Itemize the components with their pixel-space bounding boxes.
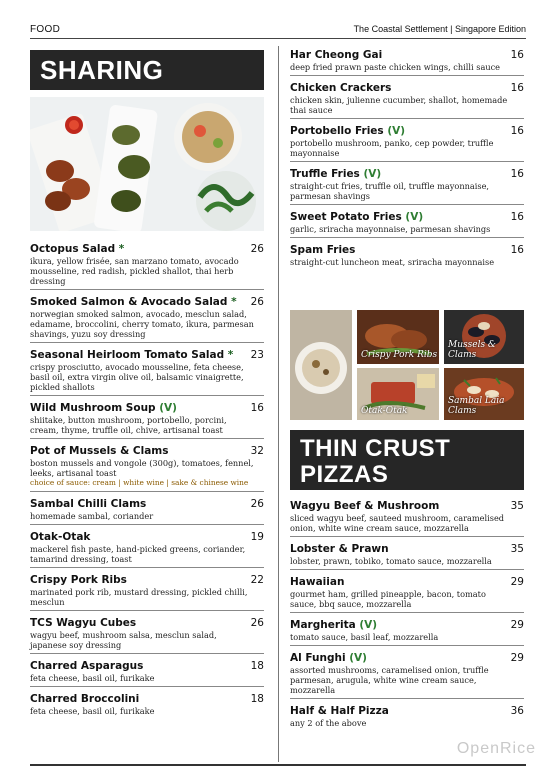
item-price: 18	[250, 660, 264, 672]
list-item	[30, 401, 264, 439]
item-description: any 2 of the above	[290, 718, 367, 728]
photo-caption: Mussels & Clams	[448, 340, 496, 360]
photo-caption: Crispy Pork Ribs	[361, 350, 438, 360]
item-description: norwegian smoked salmon, avocado, mesclun salad, edamame, broccolini, cherry tomato, ikura, parmesan shavings, yuzu soy dressing	[30, 309, 254, 339]
item-description: crispy prosciutto, avocado mousseline, feta cheese, basil oil, extra virgin olive oil, balsamic vinaigrette, pickled shallots	[30, 362, 244, 392]
pizzas-title-line1: THIN CRUST	[300, 435, 451, 462]
item-price: 29	[510, 652, 524, 664]
sharing-food-photo	[30, 97, 264, 231]
item-name: Wagyu Beef & Mushroom	[290, 500, 440, 512]
item-price: 16	[510, 125, 524, 137]
openrice-watermark: OpenRice	[456, 740, 536, 757]
item-name: Hawaiian	[290, 576, 345, 588]
item-name: Al Funghi (V)	[290, 652, 367, 664]
item-price: 32	[250, 445, 264, 457]
item-name: Charred Asparagus	[30, 660, 144, 672]
list-item	[30, 295, 264, 343]
photo-caption: Sambal Laia Clams	[448, 396, 505, 416]
item-name: Sambal Chilli Clams	[30, 498, 147, 510]
item-name: Seasonal Heirloom Tomato Salad *	[30, 349, 234, 361]
list-item	[30, 242, 264, 290]
item-description: deep fried prawn paste chicken wings, chilli sauce	[290, 62, 501, 72]
list-item	[30, 659, 264, 687]
item-name: Lobster & Prawn	[290, 543, 389, 555]
item-description: garlic, sriracha mayonnaise, parmesan shavings	[290, 224, 491, 234]
item-description: marinated pork rib, mustard dressing, pickled chilli, mesclun	[30, 587, 248, 607]
item-description: lobster, prawn, tobiko, tomato sauce, mozzarella	[290, 556, 492, 566]
list-item	[290, 618, 524, 646]
item-name: TCS Wagyu Cubes	[30, 617, 137, 629]
item-description: shiitake, button mushroom, portobello, porcini, cream, thyme, truffle oil, chive, artisanal toast	[30, 415, 227, 435]
sharing-list	[30, 242, 264, 724]
item-description: mackerel fish paste, hand-picked greens, coriander, tamarind dressing, toast	[30, 544, 246, 564]
item-name: Wild Mushroom Soup (V)	[30, 402, 177, 414]
list-item	[30, 444, 264, 492]
item-price: 19	[250, 531, 264, 543]
item-price: 16	[510, 244, 524, 256]
item-price: 26	[250, 296, 264, 308]
item-name: Smoked Salmon & Avocado Salad *	[30, 296, 237, 308]
list-item	[290, 499, 524, 537]
item-name: Crispy Pork Ribs	[30, 574, 127, 586]
item-price: 26	[250, 243, 264, 255]
item-description: straight-cut fries, truffle oil, truffle mayonnaise, parmesan shavings	[290, 181, 490, 201]
item-description: tomato sauce, basil leaf, mozzarella	[290, 632, 439, 642]
item-description: sliced wagyu beef, sauteed mushroom, caramelised onion, white wine cream sauce, mozzarella	[290, 513, 505, 533]
pizza-list	[290, 499, 524, 736]
item-name: Pot of Mussels & Clams	[30, 445, 169, 457]
item-description: homemade sambal, coriander	[30, 511, 154, 521]
list-item	[290, 704, 524, 731]
list-item	[30, 530, 264, 568]
item-name: Truffle Fries (V)	[290, 168, 382, 180]
section-label: FOOD	[30, 24, 61, 35]
item-price: 18	[250, 693, 264, 705]
item-price: 36	[510, 705, 524, 717]
list-item	[30, 692, 264, 719]
list-item	[290, 575, 524, 613]
list-item	[30, 348, 264, 396]
header-rule	[30, 38, 526, 39]
list-item	[290, 167, 524, 205]
restaurant-edition: The Coastal Settlement | Singapore Edition	[353, 24, 526, 34]
sharing-title: SHARING	[30, 50, 264, 90]
item-price: 26	[250, 617, 264, 629]
item-price: 29	[510, 619, 524, 631]
list-item	[30, 616, 264, 654]
crispy-pork-ribs-photo	[357, 310, 439, 364]
list-item	[290, 81, 524, 119]
item-price: 16	[510, 49, 524, 61]
sides-list	[290, 48, 524, 275]
item-name: Half & Half Pizza	[290, 705, 389, 717]
item-description: ikura, yellow frisée, san marzano tomato, avocado mousseline, red radish, pickled shallot, thai herb dressing	[30, 256, 239, 286]
soup-bowl-illustration	[290, 310, 352, 420]
item-price: 16	[510, 211, 524, 223]
list-item	[290, 48, 524, 76]
item-description: feta cheese, basil oil, furikake	[30, 706, 155, 716]
footer-rule	[30, 764, 526, 766]
item-name: Har Cheong Gai	[290, 49, 383, 61]
item-description: boston mussels and vongole (300g), tomatoes, fennel, leeks, artisanal toast	[30, 458, 254, 478]
item-name: Portobello Fries (V)	[290, 125, 406, 137]
item-description: wagyu beef, mushroom salsa, mesclun salad, japanese soy dressing	[30, 630, 217, 650]
soup-photo	[290, 310, 352, 420]
list-item	[290, 542, 524, 570]
item-name: Otak-Otak	[30, 531, 91, 543]
item-name: Chicken Crackers	[290, 82, 392, 94]
item-name: Spam Fries	[290, 244, 356, 256]
otak-otak-photo	[357, 368, 439, 420]
list-item	[290, 124, 524, 162]
list-item	[290, 210, 524, 238]
item-description: gourmet ham, grilled pineapple, bacon, tomato sauce, bbq sauce, mozzarella	[290, 589, 486, 609]
item-price: 26	[250, 498, 264, 510]
item-price: 16	[250, 402, 264, 414]
list-item	[30, 573, 264, 611]
item-description: feta cheese, basil oil, furikake	[30, 673, 155, 683]
item-name: Charred Broccolini	[30, 693, 140, 705]
item-description: straight-cut luncheon meat, sriracha mayonnaise	[290, 257, 495, 267]
item-name: Sweet Potato Fries (V)	[290, 211, 424, 223]
item-name: Margherita (V)	[290, 619, 378, 631]
item-price: 35	[510, 500, 524, 512]
item-price: 23	[250, 349, 264, 361]
food-platter-illustration	[30, 97, 264, 231]
column-divider	[278, 46, 279, 762]
item-price: 29	[510, 576, 524, 588]
pizzas-title	[290, 430, 524, 490]
list-item	[30, 497, 264, 525]
list-item	[290, 651, 524, 699]
sambal-clams-photo	[444, 368, 524, 420]
item-description: portobello mushroom, panko, cep powder, truffle mayonnaise	[290, 138, 494, 158]
item-price: 16	[510, 168, 524, 180]
sauce-choice: choice of sauce: cream | white wine | sake & chinese wine	[30, 478, 249, 487]
item-name: Octopus Salad *	[30, 243, 125, 255]
mussels-clams-photo	[444, 310, 524, 364]
item-description: assorted mushrooms, caramelised onion, truffle parmesan, arugula, white wine cream sauce, mozzarella	[290, 665, 489, 695]
item-price: 22	[250, 574, 264, 586]
item-price: 35	[510, 543, 524, 555]
photo-caption: Otak-Otak	[361, 406, 408, 416]
list-item	[290, 243, 524, 270]
item-description: chicken skin, julienne cucumber, shallot, homemade thai sauce	[290, 95, 508, 115]
item-price: 16	[510, 82, 524, 94]
pizzas-title-line2: PIZZAS	[300, 461, 389, 488]
